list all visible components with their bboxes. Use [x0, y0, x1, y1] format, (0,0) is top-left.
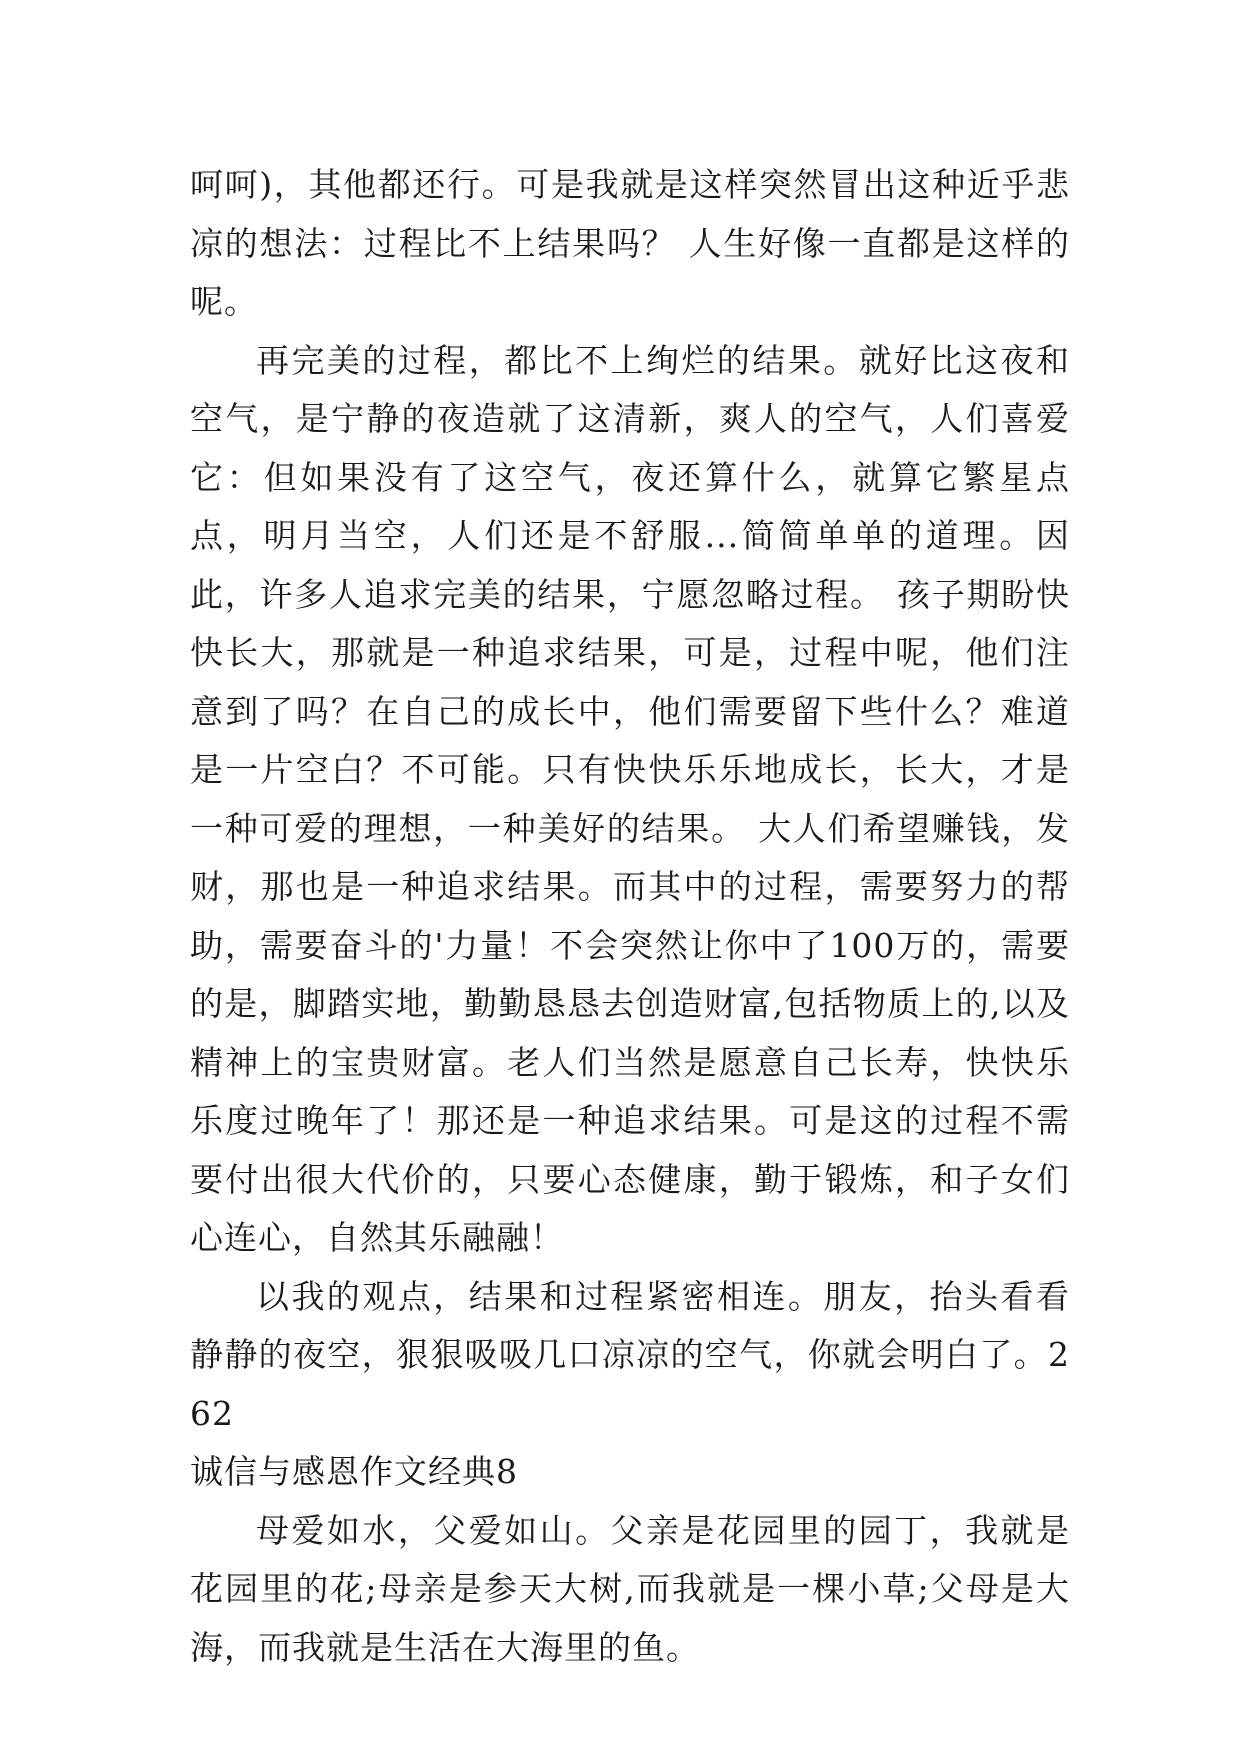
paragraph-3: 以我的观点，结果和过程紧密相连。朋友，抬头看看静静的夜空，狠狠吸吸几口凉凉的空气，你就会明白了。262: [190, 1276, 1070, 1433]
paragraph-4: 母爱如水，父爱如山。父亲是花园里的园丁，我就是花园里的花;母亲是参天大树,而我就是一棵小草;父母是大海，而我就是生活在大海里的鱼。: [190, 1510, 1070, 1667]
body-text: [190, 156, 1070, 1677]
paragraph-1: 呵呵)，其他都还行。可是我就是这样突然冒出这种近乎悲凉的想法：过程比不上结果吗？ 人生好像一直都是这样的呢。: [190, 165, 1070, 321]
section-heading: 诚信与感恩作文经典8: [190, 1452, 518, 1491]
paragraph-2: 再完美的过程，都比不上绚烂的结果。就好比这夜和空气，是宁静的夜造就了这清新，爽人的空气，人们喜爱它：但如果没有了这空气，夜还算什么，就算它繁星点点，明月当空，人们还是不舒服...简简单单的道理。因此，许多人追求完美的结果，宁愿忽略过程。 孩子期盼快快长大，那就是一种追求结果，可是，过程中呢，他们注意到了吗？在自己的成长中，他们需要留下些什么？难道是一片空白？不可能。只有快快乐乐地成长，长大，才是一种可爱的理想，一种美好的结果。 大人们希望赚钱，发财，那也是一种追求结果。而其中的过程，需要努力的帮助，需要奋斗的'力量！不会突然让你中了100万的，需要的是，脚踏实地，勤勤恳恳去创造财富,包括物质上的,以及精神上的宝贵财富。老人们当然是愿意自己长寿，快快乐乐度过晚年了！那还是一种追求结果。可是这的过程不需要付出很大代价的，只要心态健康，勤于锻炼，和子女们心连心，自然其乐融融！: [190, 340, 1070, 1257]
